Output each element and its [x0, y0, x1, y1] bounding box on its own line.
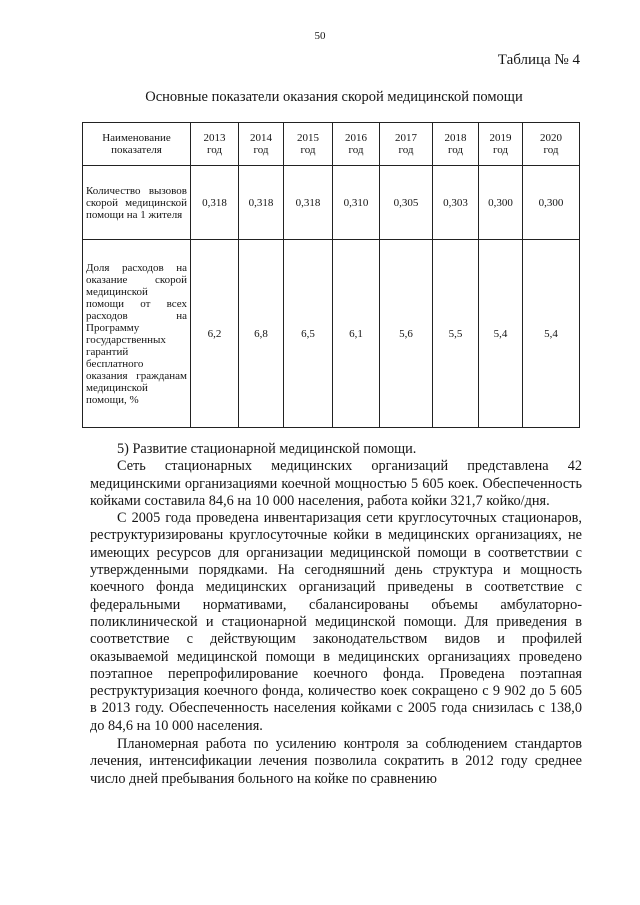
paragraph: С 2005 года проведена инвентаризация сети круглосуточных стационаров, реструктуризированы круглосуточные койки в медицинских организациях, не имеющих ресурсов для организации медицинской помощи в соответствии с утвержденными порядками. На сегодняшний день структура и мощность коечного фонда медицинских организаций приведены в соответствие с федеральными нормативами, сбалансированы объемы амбулаторно-поликлинической и стационарной медицинской помощи. Для приведения в соответствие с действующим законодательством видов и профилей оказываемой медицинской помощи в медицинских организациях проведено поэтапное перепрофилирование коечного фонда. Проведена поэтапная реструктуризация коечного фонда, количество коек сокращено с 9 902 до 5 605 в 2013 году. Обеспеченность населения койками с 2005 года снизилась с 138,0 до 84,6 на 10 000 населения. — [90, 510, 582, 734]
row-value: 5,4 — [523, 240, 580, 428]
row-value: 0,303 — [433, 166, 479, 240]
header-year: 2017 год — [380, 123, 433, 166]
row-value: 6,1 — [333, 240, 380, 428]
table-row — [83, 240, 580, 428]
body-text — [90, 441, 582, 788]
header-year: 2019 год — [479, 123, 523, 166]
section-heading: 5) Развитие стационарной медицинской помощи. — [117, 441, 417, 457]
row-indicator-name: Доля расходов на оказание скорой медицинской помощи от всех расходов на Программу государственных гарантий бесплатного оказания гражданам медицинской помощи, % — [83, 240, 191, 428]
row-value: 6,8 — [239, 240, 284, 428]
page-number: 50 — [314, 30, 326, 42]
row-value: 5,5 — [433, 240, 479, 428]
header-year: 2020 год — [523, 123, 580, 166]
row-value: 0,305 — [380, 166, 433, 240]
header-year: 2013 год — [191, 123, 239, 166]
header-year: 2018 год — [433, 123, 479, 166]
table-label: Таблица № 4 — [497, 52, 580, 68]
row-value: 6,5 — [284, 240, 333, 428]
header-year: 2016 год — [333, 123, 380, 166]
table-header-row — [83, 123, 580, 166]
table-row — [83, 166, 580, 240]
paragraph: Сеть стационарных медицинских организаций представлена 42 медицинскими организациями коечной мощностью 5 605 коек. Обеспеченность койками составила 84,6 на 10 000 населения, работа койки 321,7 койко/дня. — [90, 458, 582, 509]
row-value: 0,318 — [191, 166, 239, 240]
row-indicator-name: Количество вызовов скорой медицинской помощи на 1 жителя — [83, 166, 191, 240]
row-value: 0,300 — [479, 166, 523, 240]
paragraph: Планомерная работа по усилению контроля за соблюдением стандартов лечения, интенсификации лечения позволила сократить в 2012 году среднее число дней пребывания больного на койке по сравнению — [90, 736, 582, 787]
row-value: 0,300 — [523, 166, 580, 240]
row-value: 0,310 — [333, 166, 380, 240]
header-indicator-name: Наименование показателя — [83, 123, 191, 166]
indicators-table — [82, 122, 580, 428]
row-value: 6,2 — [191, 240, 239, 428]
row-value: 0,318 — [239, 166, 284, 240]
header-year: 2014 год — [239, 123, 284, 166]
table-title: Основные показатели оказания скорой медицинской помощи — [145, 89, 523, 105]
header-year: 2015 год — [284, 123, 333, 166]
row-value: 5,6 — [380, 240, 433, 428]
row-value: 5,4 — [479, 240, 523, 428]
row-value: 0,318 — [284, 166, 333, 240]
